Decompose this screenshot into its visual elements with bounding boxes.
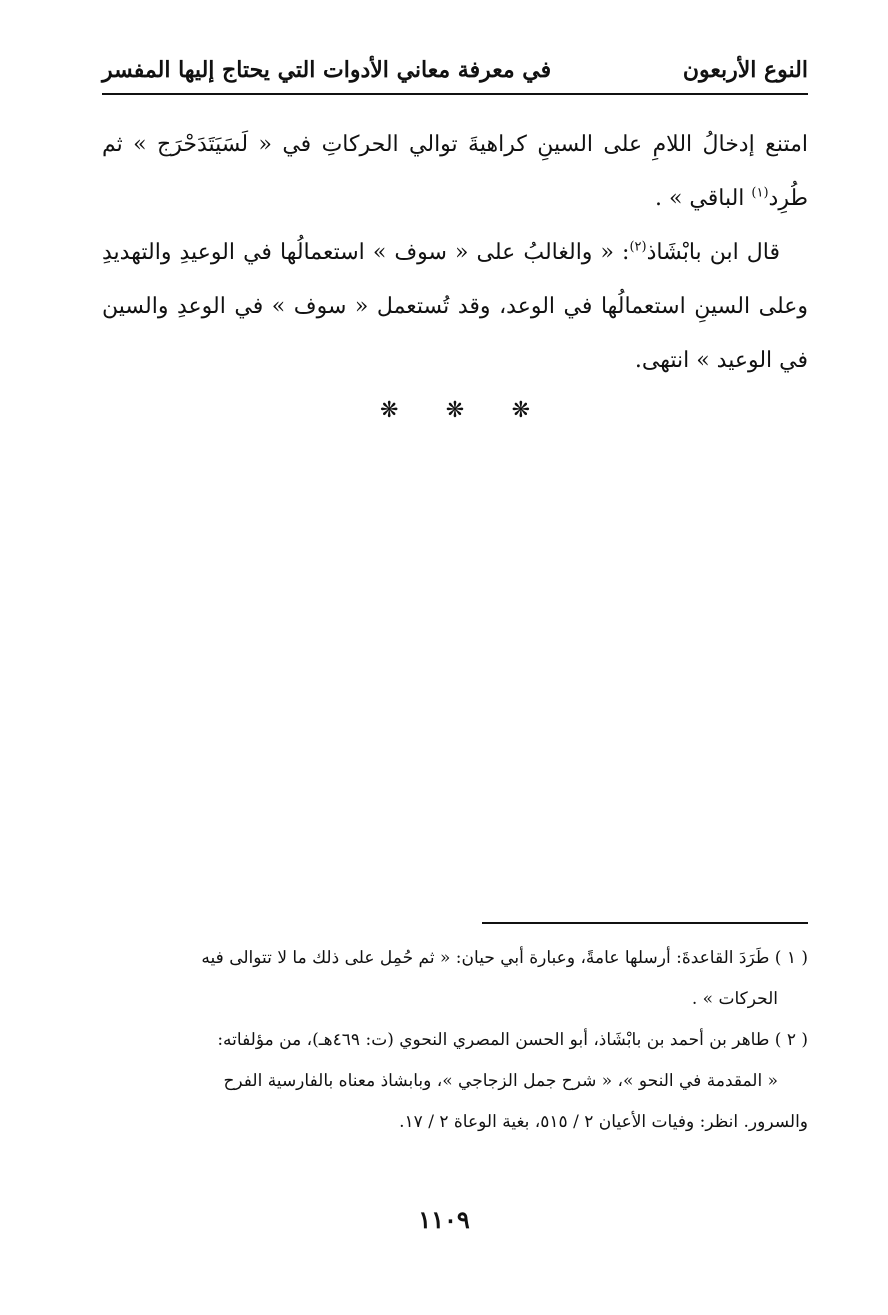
footnote-2-continuation: « المقدمة في النحو »، « شرح جمل الزجاجي »، وبابشاذ معناه بالفارسية الفرح [223,1071,778,1091]
section-separator [380,392,530,428]
main-text [102,118,808,388]
paragraph-1 [102,118,808,226]
footnote-1: ( ١ ) طَرَدَ القاعدةَ: أرسلها عامةً، وعبارة أبي حيان: « ثم حُمِل على ذلك ما لا تتوالى فيه [201,948,808,968]
paragraph-2 [102,226,808,388]
star-ornament-icon: ❋ [380,397,399,423]
paragraph-1-text: امتنع إدخالُ اللامِ على السينِ كراهيةَ توالي الحركاتِ في « لَسَيَتَدَحْرَج » ثم طُرِد [102,132,808,211]
footnote-ref-1[interactable]: (١) [751,185,769,201]
paragraph-2-quote: : « والغالبُ على « سوف » استعمالُها في الوعيدِ والتهديدِ وعلى السينِ استعمالُها في الوعد، وقد تُستعمل « سوف » في الوعدِ والسين في الوعيد » انتهى. [102,240,808,373]
paragraph-1-end: الباقي » . [654,186,752,211]
footnote-1-continuation: الحركات » . [691,989,778,1009]
section-title: في معرفة معاني الأدوات التي يحتاج إليها المفسر [102,57,552,83]
star-ornament-icon: ❋ [445,397,465,423]
chapter-title: النوع الأربعون [682,57,808,83]
footnote-ref-2[interactable]: (٢) [629,239,647,255]
header-rule [102,93,808,95]
footnote-rule [482,922,808,924]
page-number: ١١٠٩ [418,1205,470,1234]
footnotes [102,938,808,1143]
star-ornament-icon: ❋ [511,397,530,423]
footnote-2: ( ٢ ) طاهر بن أحمد بن بابْشَاذ، أبو الحسن المصري النحوي (ت: ٤٦٩هـ)، من مؤلفاته: [217,1030,808,1050]
footnote-2-continuation: والسرور. انظر: وفيات الأعيان ٢ / ٥١٥، بغية الوعاة ٢ / ١٧. [399,1112,808,1132]
running-header [102,50,808,90]
paragraph-2-text: قال ابن بابْشَاذ [646,240,780,265]
